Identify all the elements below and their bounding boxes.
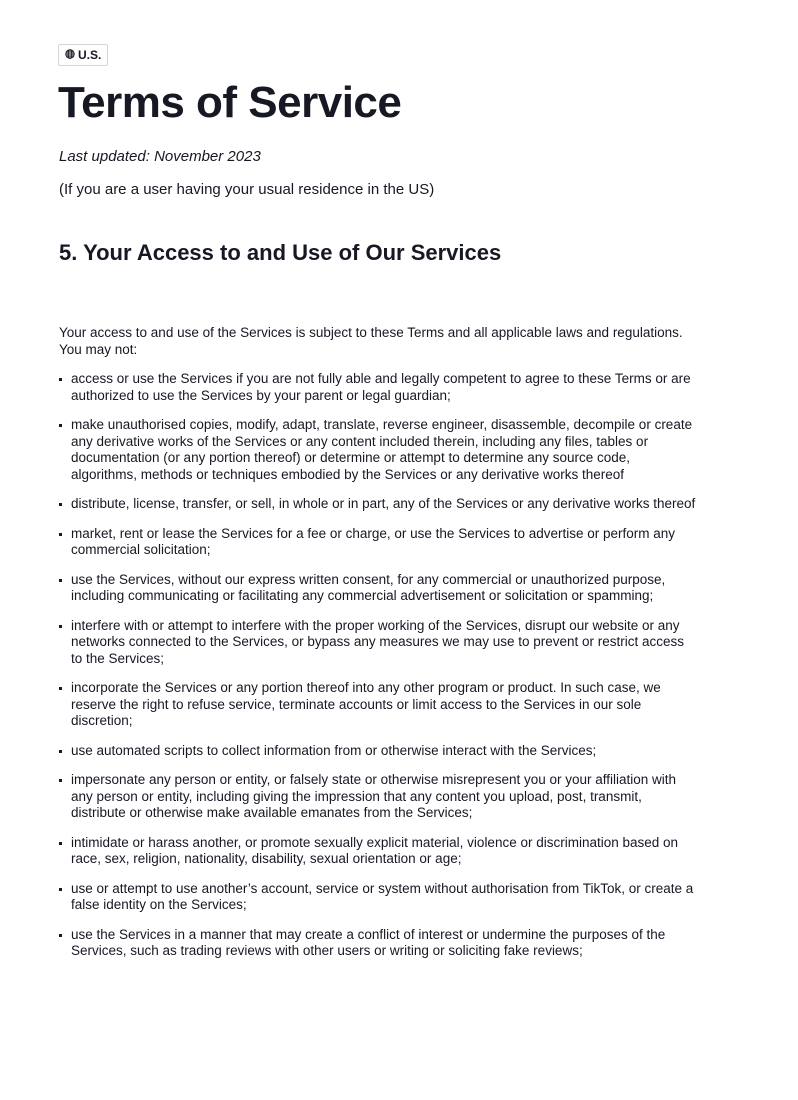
region-selector[interactable] bbox=[58, 44, 108, 66]
bullet-icon bbox=[59, 687, 62, 690]
list-item: use the Services, without our express written consent, for any commercial or unauthorized purpose, including communicating or facilitating any commercial advertisement or solicitation or spamming; bbox=[59, 572, 699, 605]
section-intro: Your access to and use of the Services is subject to these Terms and all applicable laws and regulations. You may not: bbox=[59, 325, 683, 357]
residence-note: (If you are a user having your usual residence in the US) bbox=[59, 181, 435, 198]
page-title: Terms of Service bbox=[58, 78, 402, 127]
bullet-icon bbox=[59, 503, 62, 506]
list-item: intimidate or harass another, or promote sexually explicit material, violence or discrimination based on race, sex, religion, nationality, disability, sexual orientation or age; bbox=[59, 835, 699, 868]
bullet-icon bbox=[59, 842, 62, 845]
bullet-icon bbox=[59, 750, 62, 753]
list-item: use automated scripts to collect information from or otherwise interact with the Services; bbox=[59, 743, 699, 760]
region-label: U.S. bbox=[78, 48, 102, 62]
list-item: distribute, license, transfer, or sell, in whole or in part, any of the Services or any derivative works thereof bbox=[59, 496, 699, 513]
list-item: impersonate any person or entity, or falsely state or otherwise misrepresent you or your affiliation with any person or entity, including giving the impression that any content you upload, post, transmit, distribute or otherwise make available emanates from the Services; bbox=[59, 772, 699, 822]
list-item: access or use the Services if you are not fully able and legally competent to agree to these Terms or are authorized to use the Services by your parent or legal guardian; bbox=[59, 371, 699, 404]
globe-icon bbox=[65, 48, 75, 62]
bullet-icon bbox=[59, 378, 62, 381]
list-item: interfere with or attempt to interfere with the proper working of the Services, disrupt our website or any networks connected to the Services, or bypass any measures we may use to prevent or restrict access to the Services; bbox=[59, 618, 699, 668]
section-title: 5. Your Access to and Use of Our Services bbox=[59, 240, 502, 265]
bullet-icon bbox=[59, 424, 62, 427]
bullet-icon bbox=[59, 779, 62, 782]
list-item: incorporate the Services or any portion thereof into any other program or product. In such case, we reserve the right to refuse service, terminate accounts or limit access to the Services in our sole discretion; bbox=[59, 680, 699, 730]
bullet-icon bbox=[59, 625, 62, 628]
bullet-icon bbox=[59, 888, 62, 891]
list-item: use the Services in a manner that may create a conflict of interest or undermine the purposes of the Services, such as trading reviews with other users or writing or soliciting fake reviews; bbox=[59, 927, 699, 960]
bullet-icon bbox=[59, 934, 62, 937]
list-item: use or attempt to use another’s account, service or system without authorisation from TikTok, or create a false identity on the Services; bbox=[59, 881, 699, 914]
bullet-icon bbox=[59, 579, 62, 582]
bullet-icon bbox=[59, 533, 62, 536]
list-item: make unauthorised copies, modify, adapt, translate, reverse engineer, disassemble, decompile or create any derivative works of the Services or any content included therein, including any files, tables or documentation (or any portion thereof) or determine or attempt to determine any source code, algorithms, methods or techniques embodied by the Services or any derivative works thereof bbox=[59, 417, 699, 483]
list-item: market, rent or lease the Services for a fee or charge, or use the Services to advertise or perform any commercial solicitation; bbox=[59, 526, 699, 559]
last-updated: Last updated: November 2023 bbox=[59, 148, 261, 165]
restrictions-list bbox=[59, 371, 699, 973]
